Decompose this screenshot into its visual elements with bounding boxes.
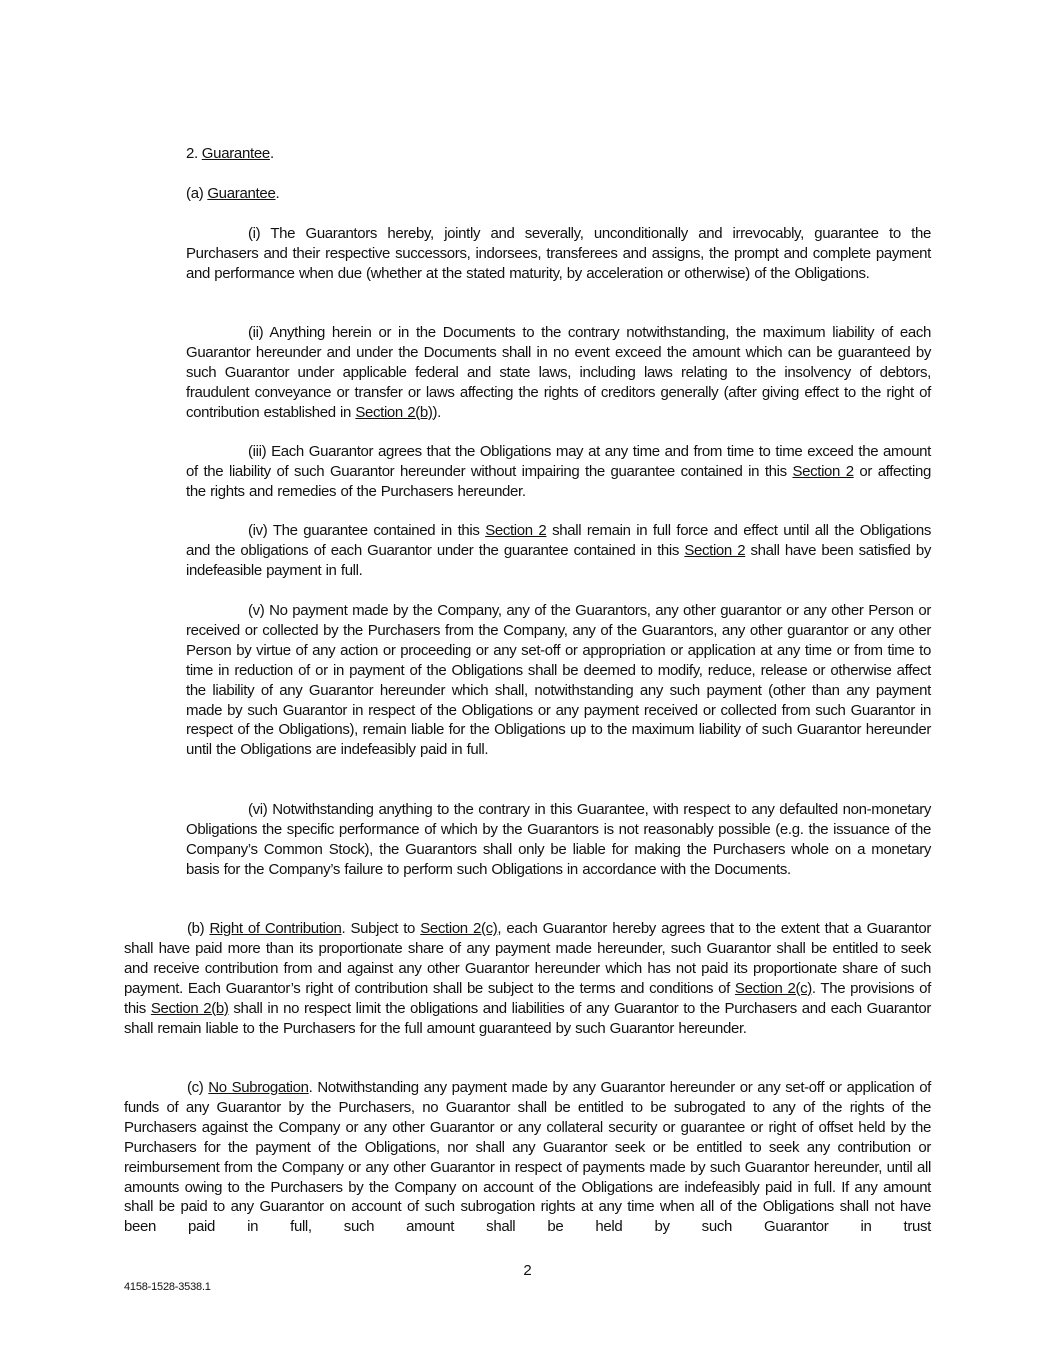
paragraph-text: . The provisions of this xyxy=(124,979,931,1017)
section-heading xyxy=(186,144,274,164)
section-reference: Section 2(b) xyxy=(355,403,433,421)
paragraph-a-ii xyxy=(186,323,931,423)
paragraph-a-v xyxy=(186,601,931,760)
paragraph-text: (iv) The guarantee contained in this xyxy=(248,522,486,539)
subsection-tail: . xyxy=(275,185,280,202)
paragraph-text: (iii) Each Guarantor agrees that the Obligations may at any time and from time to time exceed the amount of the liability of such Guarantor hereunder without impairing the guarantee contained in this xyxy=(186,443,931,480)
paragraph-text: . Subject to xyxy=(341,920,421,937)
paragraph-text: , each Guarantor hereby agrees that to the extent that a Guarantor shall have paid more than its proportionate share of any payment made hereunder, such Guarantor shall be entitled to seek and receive contribution from and against any other Guarantor hereunder which has not paid its proportionate share of such payment. Each Guarantor’s right of contribution shall be subject to the terms and conditions of xyxy=(124,920,931,997)
paragraph-text: (b) xyxy=(187,920,210,937)
document-id: 4158-1528-3538.1 xyxy=(124,1281,211,1293)
section-reference: Section 2 xyxy=(485,522,547,539)
section-reference: Right of Contribution xyxy=(209,920,342,937)
paragraph-text: shall have been satisfied by indefeasible payment in full. xyxy=(186,541,931,579)
paragraph-a-vi xyxy=(186,800,931,880)
section-reference: Section 2(c) xyxy=(420,920,498,937)
section-reference: No Subrogation xyxy=(208,1079,309,1096)
paragraph-text: (v) No payment made by the Company, any of the Guarantors, any other guarantor or any other Person or received or collected by the Purchasers from the Company, any of the Guarantors, any other guarantor or any other Person by virtue of any action or proceeding or any set-off or appropriation or application at any time or from time to time in reduction of or in payment of the Obligations shall be deemed to modify, reduce, release or otherwise affect the liability of any Guarantor hereunder which shall, notwithstanding any such payment (other than any payment made by such Guarantor in respect of the Obligations or any payment received or collected from such Guarantor in respect of the Obligations), remain liable for the Obligations up to the maximum liability of such Guarantor hereunder until the Obligations are indefeasibly paid in full. xyxy=(186,602,931,759)
section-reference: Section 2(c) xyxy=(734,979,812,997)
section-reference: Section 2 xyxy=(792,462,854,480)
paragraph-b-right-of-contribution xyxy=(124,919,931,1038)
section-heading-tail: . xyxy=(269,145,274,162)
paragraph-text: . Notwithstanding any payment made by any Guarantor hereunder or any set-off or application of funds of any Guarantor by the Purchasers, no Guarantor shall be entitled to be subrogated to any of the rights of the Purchasers against the Company or any other Guarantor or any collateral security or guarantee or right of offset held by the Purchasers for the payment of the Obligations, nor shall any Guarantor seek or be entitled to seek any contribution or reimbursement from the Company or any other Guarantor in respect of payments made by such Guarantor hereunder, until all amounts owing to the Purchasers by the Company on account of the Obligations are indefeasibly paid in full. If any amount shall be paid to any Guarantor on account of such subrogation rights at any time when all of the Obligations shall not have been paid in full, such amount shall be held by such Guarantor in trust xyxy=(124,1079,931,1236)
paragraph-text: or affecting the rights and remedies of the Purchasers hereunder. xyxy=(186,462,931,500)
section-reference: Section 2 xyxy=(684,541,746,559)
paragraph-c-no-subrogation xyxy=(124,1078,931,1237)
section-reference: Section 2(b) xyxy=(150,999,229,1017)
section-number: 2. xyxy=(186,145,202,162)
subsection-title: Guarantee xyxy=(207,185,276,202)
paragraph-text: (i) The Guarantors hereby, jointly and severally, unconditionally and irrevocably, guarantee to the Purchasers and their respective successors, indorsees, transferees and assigns, the prompt and complete payment and performance when due (whether at the stated maturity, by acceleration or otherwise) of the Obligations. xyxy=(186,225,931,282)
page-number: 2 xyxy=(523,1262,532,1279)
paragraph-a-iii xyxy=(186,442,931,502)
subsection-prefix: (a) xyxy=(186,185,208,202)
subsection-a-heading xyxy=(186,184,279,204)
paragraph-a-i xyxy=(186,224,931,284)
paragraph-text: (vi) Notwithstanding anything to the contrary in this Guarantee, with respect to any defaulted non-monetary Obligations the specific performance of which by the Guarantors is not reasonably possible (e.g. the issuance of the Company’s Common Stock), the Guarantors shall only be liable for making the Purchasers whole on a monetary basis for the Company’s failure to perform such Obligations in accordance with the Documents. xyxy=(186,801,931,878)
paragraph-text: shall in no respect limit the obligations and liabilities of any Guarantor to the Purchasers and each Guarantor shall remain liable to the Purchasers for the full amount guaranteed by such Guarantor hereunder. xyxy=(124,999,931,1037)
paragraph-text: (ii) Anything herein or in the Documents to the contrary notwithstanding, the maximum liability of each Guarantor hereunder and under the Documents shall in no event exceed the amount which can be guaranteed by such Guarantor under applicable federal and state laws, including laws relating to the insolvency of debtors, fraudulent conveyance or transfer or laws affecting the rights of creditors generally (after giving effect to the right of contribution established in xyxy=(186,324,931,421)
section-title: Guarantee xyxy=(201,145,270,162)
paragraph-text: (c) xyxy=(187,1079,209,1096)
paragraph-text: shall remain in full force and effect until all the Obligations and the obligations of each Guarantor under the guarantee contained in this xyxy=(186,522,931,559)
paragraph-text: ). xyxy=(432,403,441,421)
paragraph-a-iv xyxy=(186,521,931,581)
